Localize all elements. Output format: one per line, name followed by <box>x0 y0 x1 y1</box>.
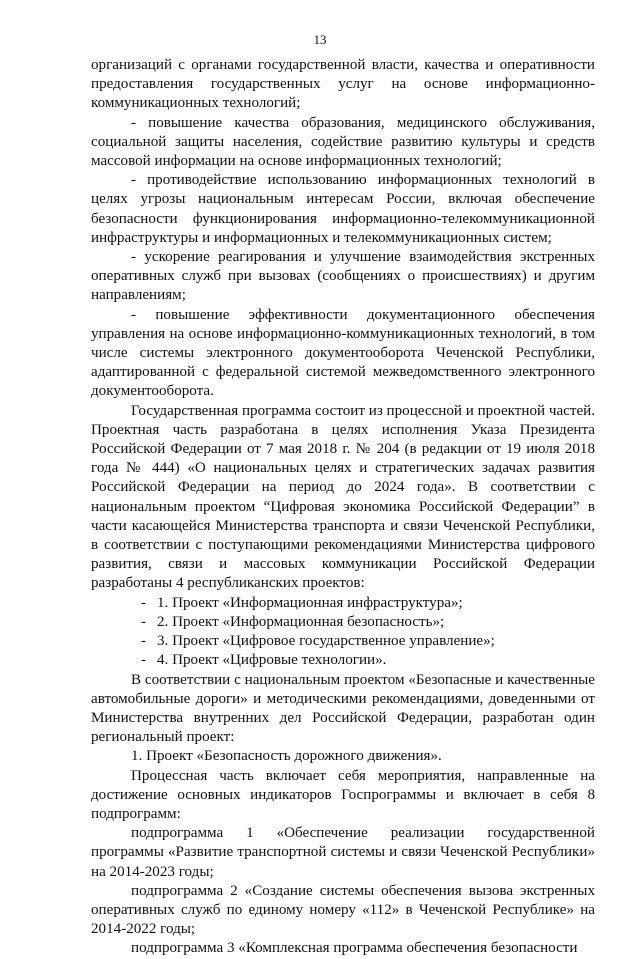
list-item-text: 3. Проект «Цифровое государственное управление»; <box>157 633 495 650</box>
paragraph: организаций с органами государственной власти, качества и оперативности предоставления государственных услуг на основе информационно-коммуникационных технологий; <box>91 57 595 112</box>
list-dash: - <box>141 594 147 611</box>
list-dash: - <box>141 652 147 669</box>
paragraph: подпрограмма 2 «Создание системы обеспечения вызова экстренных оперативных служб по единому номеру «112» в Чеченской Республике» на 2014-2022 годы; <box>91 882 595 938</box>
list-item-text: 1. Проект «Информационная инфраструктура»; <box>157 594 463 611</box>
page-number: 13 <box>313 32 327 47</box>
paragraph: - ускорение реагирования и улучшение взаимодействия экстренных оперативных служб при вызовах (сообщениях о происшествиях) и другим направлениям; <box>91 249 595 304</box>
paragraph: Процессная часть включает себя мероприятия, направленные на достижение основных индикаторов Госпрограммы и включает в себя 8 подпрограмм: <box>91 767 595 822</box>
paragraph: - повышение качества образования, медицинского обслуживания, социальной защиты населения, содействие развитию культуры и средств массовой информации на основе информационных технологий; <box>91 114 595 170</box>
paragraph: Государственная программа состоит из процессной и проектной частей. Проектная часть разработана в целях исполнения Указа Президента Российской Федерации от 7 мая 2018 г. № 204 (в редакции от 19 июля 2018 года № 444) «О национальных целях и стратегических задачах развития Российской Федерации на период до 2024 года». В соответствии с национальным проектом “Цифровая экономика Российской Федерации” в части касающейся Министерства транспорта и связи Чеченской Республики, в соответствии с поступающими рекомендациями Министерства цифрового развития, связи и массовых коммуникации Российской Федерации разработаны 4 республиканских проектов: <box>91 402 595 592</box>
page-body <box>91 56 595 959</box>
paragraph: 1. Проект «Безопасность дорожного движения». <box>131 748 442 765</box>
list-item <box>91 651 595 670</box>
list-item-text: 2. Проект «Информационная безопасность»; <box>157 613 445 630</box>
list-item-text: 4. Проект «Цифровые технологии». <box>157 652 387 669</box>
paragraph: - противодействие использованию информационных технологий в целях угрозы национальным интересам России, включая обеспечение безопасности функционирования информационно-телекоммуникационной инфраструктуры и информационных и телекоммуникационных систем; <box>91 172 595 246</box>
list-item <box>91 594 595 613</box>
list-dash: - <box>141 633 147 650</box>
list-item <box>91 613 595 632</box>
list-dash: - <box>141 613 147 630</box>
paragraph: подпрограмма 1 «Обеспечение реализации государственной программы «Развитие транспортной системы и связи Чеченской Республики» на 2014-2023 годы; <box>91 825 595 880</box>
paragraph: - повышение эффективности документационного обеспечения управления на основе информационно-коммуникационных технологий, в том числе системы электронного документооборота Чеченской Республики, адаптированной с федеральной системой межведомственного электронного документооборота. <box>91 306 595 400</box>
list-item <box>91 632 595 651</box>
paragraph: В соответствии с национальным проектом «Безопасные и качественные автомобильные дороги» и методическими рекомендациями, доведенными от Министерства внутренних дел Российской Федерации, разработан один региональный проект: <box>91 671 595 746</box>
paragraph: подпрограмма 3 «Комплексная программа обеспечения безопасности <box>131 940 578 957</box>
